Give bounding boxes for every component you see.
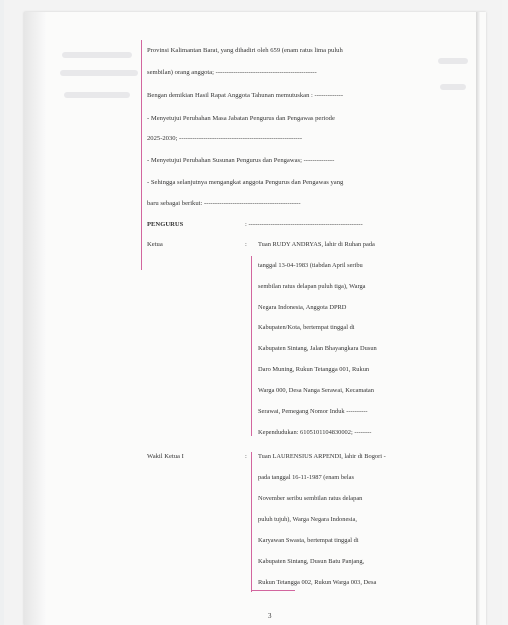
wakil-ketua-line: Karyawan Swasta, bertempat tinggal di [258, 537, 359, 544]
wakil-ketua-label: Wakil Ketua I [147, 453, 184, 460]
text-line: sembilan) orang anggota; ---------------------------------------------- [147, 69, 317, 76]
ketua-label: Ketua [147, 241, 163, 248]
wakil-ketua-line: Tuan LAURENSIUS ARPENDI, lahir di Bogori - [258, 453, 386, 460]
text-line: 2025-2030; -------------------------------------------------------- [147, 135, 303, 142]
ketua-line: Kabupaten/Kota, bertempat tinggal di [258, 324, 355, 331]
ketua-line: Negara Indonesia, Anggota DPRD [258, 304, 347, 311]
text-line: - Sehingga selanjutnya mengangkat anggota Pengurus dan Pengawas yang [147, 179, 344, 186]
ketua-line: tanggal 13-04-1983 (tiabdan April seribu [258, 262, 363, 269]
margin-rule [251, 452, 252, 592]
text-line: baru sebagai berikut: -------------------------------------------- [147, 200, 301, 207]
document-page [24, 12, 486, 625]
show-through-mark [64, 92, 130, 98]
ketua-colon: : [245, 241, 247, 248]
section-heading-dash: : ---------------------------------------------------- [245, 221, 363, 228]
ketua-line: Tuan RUDY ANDRYAS, lahir di Ruhan pada [258, 241, 375, 248]
page-number: 3 [268, 612, 272, 620]
margin-rule [251, 256, 252, 436]
scrollbar[interactable] [502, 0, 508, 625]
section-heading: PENGURUS [147, 221, 184, 228]
text-line: Bengan demikian Hasil Rapat Anggota Tahunan memutuskan : ------------- [147, 92, 344, 99]
text-line: - Menyetujui Perubahan Susunan Pengurus dan Pengawas; -------------- [147, 157, 335, 164]
wakil-ketua-line: November seribu sembilan ratus delapan [258, 495, 363, 502]
show-through-mark [438, 58, 468, 64]
wakil-ketua-line: puluh tujuh), Warga Negara Indonesia, [258, 516, 357, 523]
wakil-ketua-line: pada tanggal 16-11-1987 (enam belas [258, 474, 354, 481]
ketua-line: sembilan ratus delapan puluh tiga), Warga [258, 283, 366, 290]
text-line: - Menyetujui Perubahan Masa Jabatan Pengurus dan Pengawas periode [147, 115, 335, 122]
ketua-line: Serawai, Pemegang Nomor Induk ---------- [258, 408, 368, 415]
text-line: Provinsi Kalimantan Barat, yang dihadiri oleh 659 (enam ratus lima puluh [147, 47, 343, 54]
page-edge-shadow [476, 12, 480, 625]
show-through-mark [60, 70, 138, 76]
margin-rule [251, 590, 295, 591]
show-through-mark [440, 84, 466, 90]
wakil-ketua-line: Rukun Tetangga 002, Rukun Warga 003, Desa [258, 579, 377, 586]
show-through-mark [62, 52, 132, 58]
margin-rule [141, 40, 142, 270]
wakil-ketua-colon: : [245, 453, 247, 460]
ketua-line: Kabupaten Sintang, Jalan Bhayangkara Dusun [258, 345, 377, 352]
wakil-ketua-line: Kabupaten Sintang, Dusun Batu Panjang, [258, 558, 365, 565]
ketua-line: Daro Muning, Rukun Tetangga 001, Rukun [258, 366, 370, 373]
ketua-line: Kependudukan: 6105101104830002; -------- [258, 429, 372, 436]
ketua-line: Warga 000, Desa Nanga Serawai, Kecamatan [258, 387, 374, 394]
page-binding-shadow [24, 12, 46, 625]
